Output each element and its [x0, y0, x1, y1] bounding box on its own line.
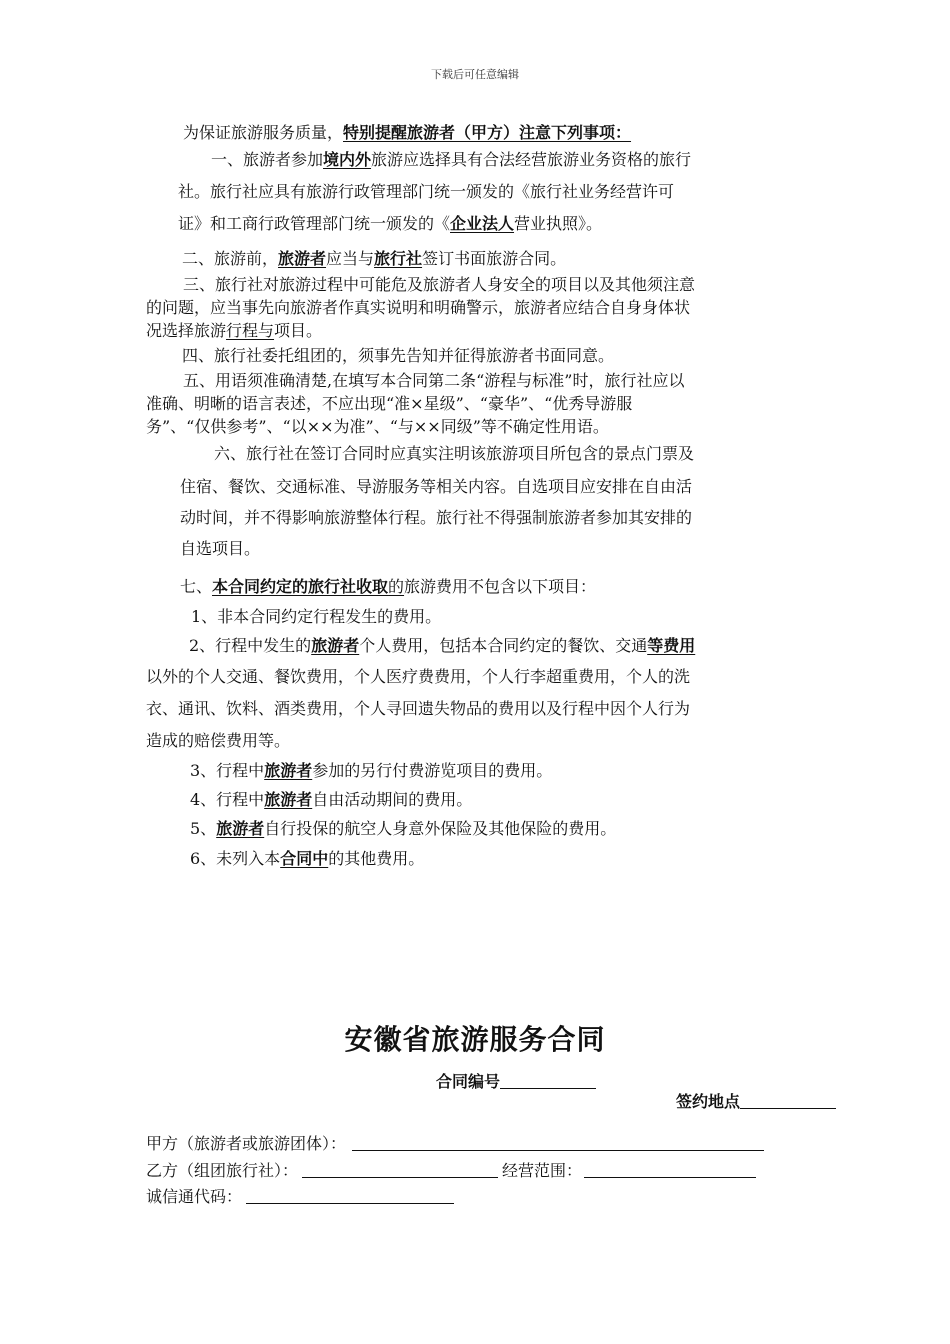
item-6-line-2: 住宿、餐饮、交通标准、导游服务等相关内容。自选项目应安排在自由活 — [180, 477, 693, 496]
intro-line — [183, 123, 631, 143]
item-1-text-a: 一、旅游者参加 — [211, 150, 324, 169]
fee-3-emph-tourist: 旅游者 — [264, 761, 313, 780]
fee-5-text-c: 自行投保的航空人身意外保险及其他保险的费用。 — [264, 819, 617, 838]
business-scope-field[interactable] — [584, 1161, 756, 1178]
fee-2-line-3: 衣、通讯、饮料、酒类费用，个人寻回遗失物品的费用以及行程中因个人行为 — [146, 699, 691, 718]
item-6-line-3: 动时间，并不得影响旅游整体行程。旅行社不得强制旅游者参加其安排的 — [180, 508, 693, 527]
contract-number-field[interactable] — [500, 1072, 596, 1089]
fee-4-emph-tourist: 旅游者 — [264, 790, 313, 809]
intro-lead: 为保证旅游服务质量， — [183, 123, 344, 142]
signing-place-label: 签约地点 — [676, 1092, 741, 1111]
contract-number-label: 合同编号 — [436, 1072, 501, 1091]
item-6-line-4: 自选项目。 — [180, 539, 261, 558]
fee-6-emph-contract: 合同中 — [280, 849, 329, 868]
item-7-text-a: 七、 — [180, 577, 213, 596]
credit-code-field[interactable] — [246, 1187, 454, 1204]
fee-2-line-1 — [189, 636, 695, 656]
item-6-line-1: 六、旅行社在签订合同时应真实注明该旅游项目所包含的景点门票及 — [214, 444, 695, 463]
item-2-text-a: 二、旅游前， — [182, 249, 279, 268]
fee-6-line — [190, 849, 424, 869]
party-b-label: 乙方（组团旅行社）： — [146, 1161, 299, 1180]
fee-4-line — [190, 790, 472, 810]
item-2-text-e: 签订书面旅游合同。 — [422, 249, 567, 268]
item-3-underlined-itinerary: 行程与 — [226, 321, 275, 340]
item-5-line-1: 五、用语须准确清楚,在填写本合同第二条“游程与标准”时，旅行社应以 — [183, 371, 685, 390]
item-1-line-3 — [178, 214, 602, 234]
fee-1-line: 1、非本合同约定行程发生的费用。 — [191, 607, 442, 626]
fee-6-text-c: 的其他费用。 — [328, 849, 425, 868]
item-4-line: 四、旅行社委托组团的，须事先告知并征得旅游者书面同意。 — [182, 346, 615, 365]
item-3-line-2: 的问题，应当事先向旅游者作真实说明和明确警示，旅游者应结合自身身体状 — [146, 298, 691, 317]
fee-5-text-a: 5、 — [190, 819, 217, 838]
fee-2-emph-tourist: 旅游者 — [311, 636, 360, 655]
item-7-text-d: 旅游费用不包含以下项目： — [404, 577, 597, 596]
item-3-text-3c: 项目。 — [274, 321, 323, 340]
item-1-line-1 — [211, 150, 691, 170]
item-2-emph-tourist: 旅游者 — [278, 249, 327, 268]
fee-6-text-a: 6、未列入本 — [190, 849, 281, 868]
item-2-line — [182, 249, 566, 269]
item-3-text-3a: 况选择旅游 — [146, 321, 227, 340]
fee-3-line — [190, 761, 552, 781]
item-1-text-c: 旅游应选择具有合法经营旅游业务资格的旅行 — [371, 150, 692, 169]
item-3-line-3 — [146, 321, 322, 341]
fee-4-text-c: 自由活动期间的费用。 — [312, 790, 473, 809]
party-a-label: 甲方（旅游者或旅游团体）： — [146, 1134, 347, 1153]
intro-emphasis: 特别提醒旅游者（甲方）注意下列事项： — [343, 123, 632, 142]
fee-3-text-a: 3、行程中 — [190, 761, 265, 780]
fee-2-text-a: 2、行程中发生的 — [189, 636, 312, 655]
item-7-underlined-de: 的 — [388, 577, 405, 596]
item-1-emph-domestic-abroad: 境内外 — [323, 150, 372, 169]
signing-place-field[interactable] — [740, 1092, 836, 1109]
header-note: 下载后可任意编辑 — [431, 68, 519, 81]
item-3-line-1: 三、旅行社对旅游过程中可能危及旅游者人身安全的项目以及其他须注意 — [183, 275, 696, 294]
fee-2-line-4: 造成的赔偿费用等。 — [146, 731, 291, 750]
credit-code-label: 诚信通代码： — [146, 1187, 243, 1206]
contract-title: 安徽省旅游服务合同 — [344, 1023, 606, 1056]
item-2-emph-agency: 旅行社 — [374, 249, 423, 268]
item-7-line — [180, 577, 596, 597]
business-scope-label: 经营范围： — [502, 1161, 583, 1180]
item-1-text-3c: 营业执照》。 — [514, 214, 603, 233]
item-1-line-2: 社。旅行社应具有旅游行政管理部门统一颁发的《旅行社业务经营许可 — [178, 182, 675, 201]
item-1-emph-enterprise: 企业法人 — [450, 214, 515, 233]
party-b-field[interactable] — [302, 1161, 498, 1178]
party-a-field[interactable] — [352, 1134, 764, 1151]
signing-place-row — [676, 1092, 836, 1112]
item-1-text-3a: 证》和工商行政管理部门统一颁发的《 — [178, 214, 451, 233]
fee-3-text-c: 参加的另行付费游览项目的费用。 — [312, 761, 553, 780]
fee-5-emph-tourist: 旅游者 — [216, 819, 265, 838]
item-7-emph-agency-collected: 本合同约定的旅行社收取 — [212, 577, 389, 596]
credit-code-row — [146, 1187, 454, 1207]
item-5-line-3: 务”、“仅供参考”、“以××为准”、“与××同级”等不确定性用语。 — [146, 417, 609, 436]
fee-5-line — [190, 819, 616, 839]
fee-2-emph-fees: 等费用 — [647, 636, 696, 655]
contract-number-row — [436, 1072, 596, 1092]
fee-2-text-c: 个人费用，包括本合同约定的餐饮、交通 — [359, 636, 648, 655]
fee-4-text-a: 4、行程中 — [190, 790, 265, 809]
party-b-row — [146, 1161, 756, 1181]
fee-2-line-2: 以外的个人交通、餐饮费用，个人医疗费费用，个人行李超重费用，个人的洗 — [146, 667, 691, 686]
item-5-line-2: 准确、明晰的语言表述，不应出现“准×星级”、“豪华”、“优秀导游服 — [146, 394, 633, 413]
item-2-text-c: 应当与 — [326, 249, 375, 268]
party-a-row — [146, 1134, 764, 1154]
